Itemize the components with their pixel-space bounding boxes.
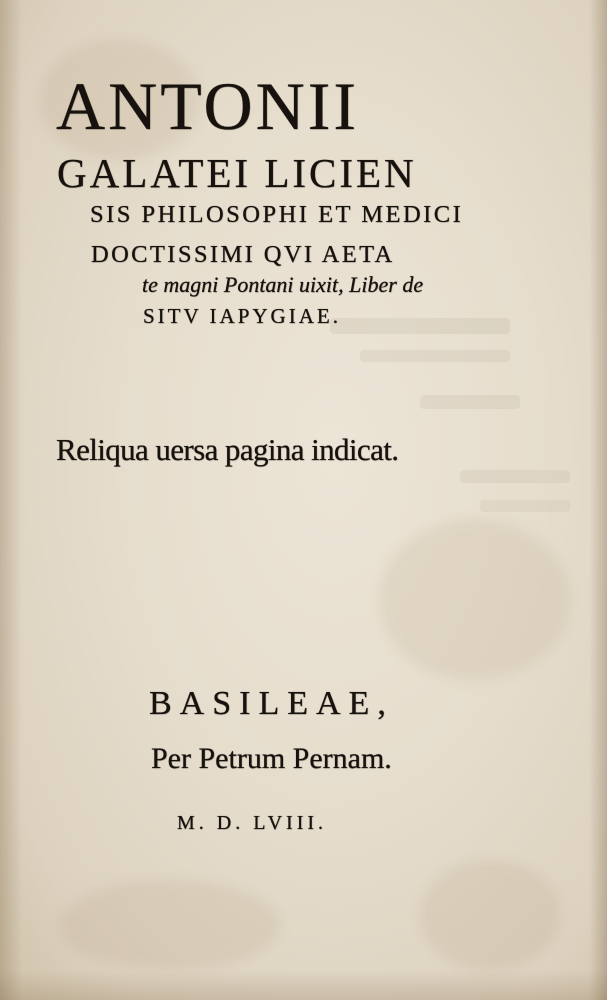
show-through-band: [360, 350, 510, 362]
imprint-printer: Per Petrum Pernam.: [151, 742, 392, 775]
title-line-2: GALATEI LICIEN: [57, 150, 417, 196]
show-through-band: [480, 500, 570, 512]
paper-stain: [420, 860, 560, 970]
page-edge-bottom: [0, 970, 607, 1000]
contents-note: Reliqua uersa pagina indicat.: [56, 432, 399, 467]
page-edge-left: [0, 0, 22, 1000]
imprint-year: M. D. LVIII.: [177, 812, 328, 834]
title-line-author: ANTONII: [56, 68, 360, 144]
imprint-place: BASILEAE,: [149, 685, 394, 722]
title-line-6: SITV IAPYGIAE.: [143, 304, 341, 328]
paper-stain: [60, 880, 280, 970]
paper-stain: [380, 520, 570, 680]
title-line-5: te magni Pontani uixit, Liber de: [142, 272, 424, 297]
title-line-4: DOCTISSIMI QVI AETA: [91, 241, 395, 268]
show-through-band: [420, 395, 520, 409]
show-through-band: [460, 470, 570, 483]
title-line-3: SIS PHILOSOPHI ET MEDICI: [90, 201, 464, 228]
